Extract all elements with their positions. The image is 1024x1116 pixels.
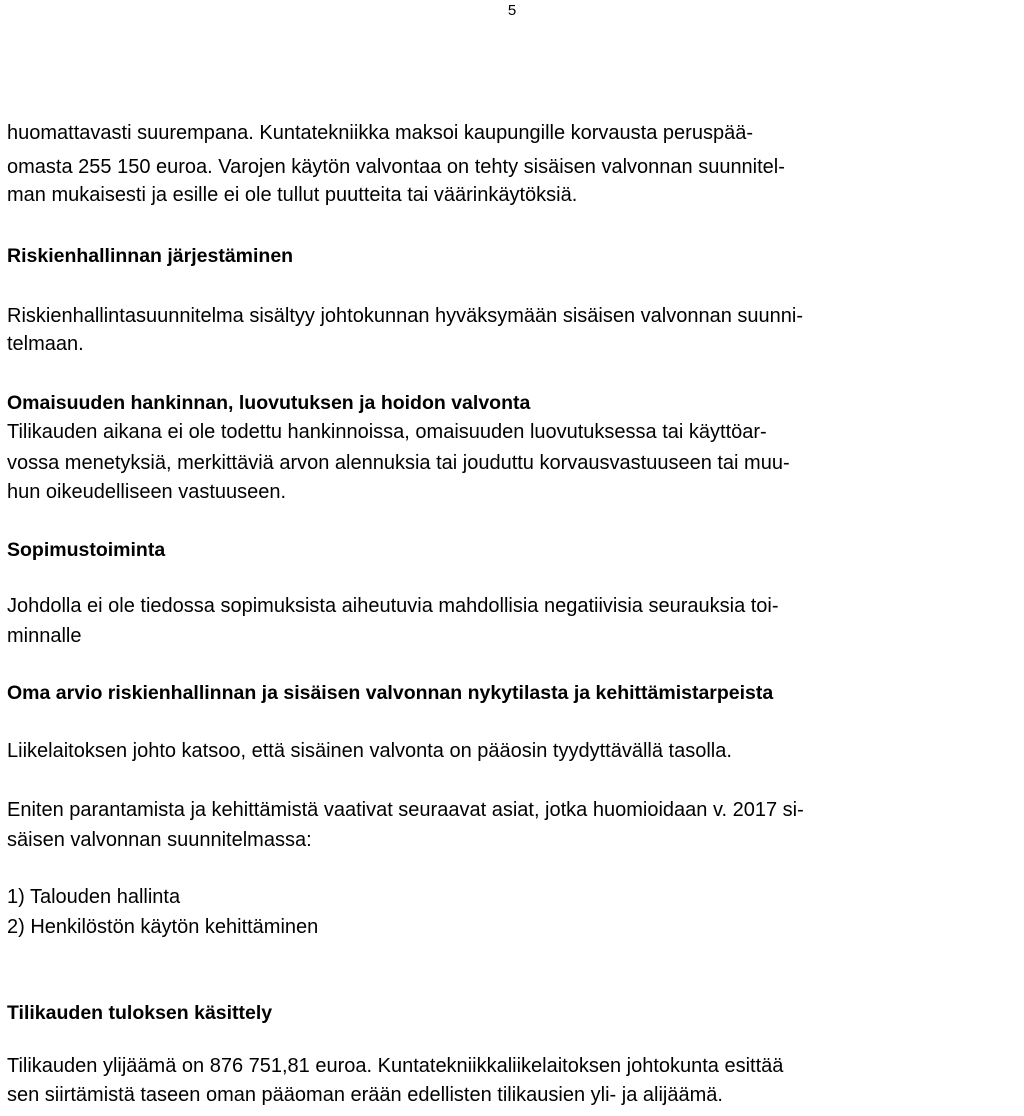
text-line: Liikelaitoksen johto katsoo, että sisäinen valvonta on pääosin tyydyttävällä tasolla. — [7, 740, 732, 762]
text-line: Johdolla ei ole tiedossa sopimuksista aiheutuvia mahdollisia negatiivisia seurauksia toi- — [7, 595, 779, 617]
text-line: telmaan. — [7, 333, 84, 355]
text-line: minnalle — [7, 625, 82, 647]
section-heading: Omaisuuden hankinnan, luovutuksen ja hoidon valvonta — [7, 392, 531, 414]
section-heading: Riskienhallinnan järjestäminen — [7, 245, 294, 267]
text-line: vossa menetyksiä, merkittäviä arvon alennuksia tai jouduttu korvausvastuuseen tai muu- — [7, 452, 790, 474]
section-heading: Oma arvio riskienhallinnan ja sisäisen valvonnan nykytilasta ja kehittämistarpeista — [7, 682, 774, 704]
section-heading: Tilikauden tuloksen käsittely — [7, 1002, 273, 1024]
text-line: Riskienhallintasuunnitelma sisältyy johtokunnan hyväksymään sisäisen valvonnan suunni- — [7, 305, 803, 327]
text-line: huomattavasti suurempana. Kuntatekniikka maksoi kaupungille korvausta peruspää- — [7, 122, 753, 144]
text-line: hun oikeudelliseen vastuuseen. — [7, 481, 287, 503]
section-heading: Sopimustoiminta — [7, 539, 166, 561]
page-number: 5 — [507, 2, 517, 19]
text-line: Tilikauden aikana ei ole todettu hankinnoissa, omaisuuden luovutuksessa tai käyttöar- — [7, 421, 767, 443]
text-line: omasta 255 150 euroa. Varojen käytön valvontaa on tehty sisäisen valvonnan suunnitel- — [7, 156, 785, 178]
list-item: 1) Talouden hallinta — [7, 886, 181, 908]
text-line: sen siirtämistä taseen oman pääoman erään edellisten tilikausien yli- ja alijäämä. — [7, 1084, 723, 1106]
text-line: man mukaisesti ja esille ei ole tullut puutteita tai väärinkäytöksiä. — [7, 184, 578, 206]
text-line: säisen valvonnan suunnitelmassa: — [7, 829, 312, 851]
text-line: Eniten parantamista ja kehittämistä vaativat seuraavat asiat, jotka huomioidaan v. 2017 si- — [7, 799, 804, 821]
text-line: Tilikauden ylijäämä on 876 751,81 euroa. Kuntatekniikkaliikelaitoksen johtokunta esittää — [7, 1055, 784, 1077]
list-item: 2) Henkilöstön käytön kehittäminen — [7, 916, 319, 938]
